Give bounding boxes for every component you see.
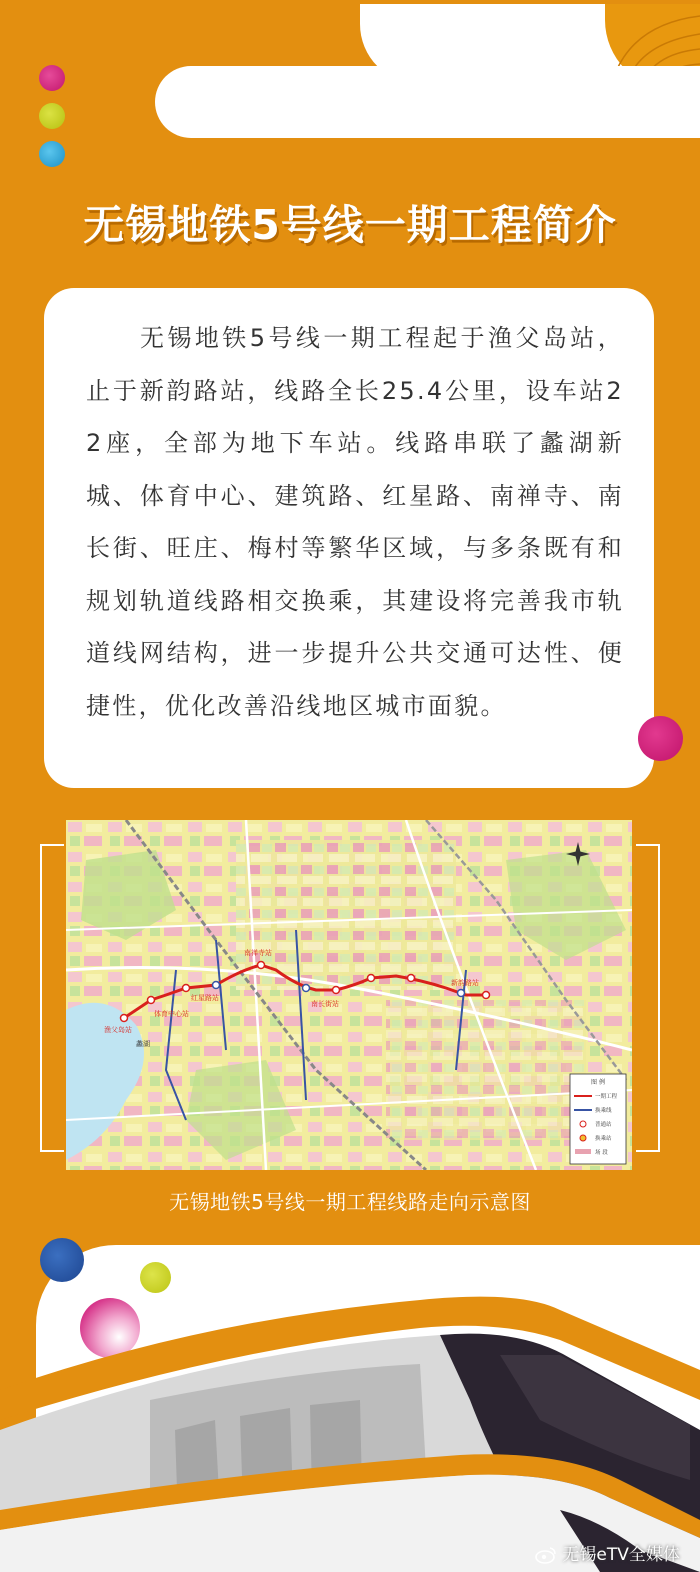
- map-station-label: 南长街站: [311, 1000, 339, 1008]
- decor-dot-blue: [40, 1238, 84, 1282]
- map-legend: [570, 1074, 626, 1164]
- weibo-icon: [535, 1546, 557, 1564]
- route-map: [66, 820, 632, 1170]
- svg-text:一期工程: 一期工程: [595, 1094, 618, 1100]
- svg-text:换乘站: 换乘站: [595, 1136, 612, 1142]
- map-bracket-right: [636, 844, 660, 1152]
- map-station-label: 渔父岛站: [104, 1026, 132, 1034]
- map-station-label: 新韵路站: [451, 979, 479, 987]
- map-station-label: 红星路站: [191, 994, 219, 1002]
- decor-dot-lime: [39, 103, 65, 129]
- map-bracket-left: [40, 844, 64, 1152]
- decor-dot-magenta-large: [638, 716, 683, 761]
- svg-text:换乘线: 换乘线: [595, 1108, 612, 1114]
- decor-dot-cyan: [39, 141, 65, 167]
- intro-paragraph: 无锡地铁5号线一期工程起于渔父岛站，止于新韵路站，线路全长25.4公里，设车站22座，全部为地下车站。线路串联了蠡湖新城、体育中心、建筑路、红星路、南禅寺、南长街、旺庄、梅村等繁华区域，与多条既有和规划轨道线路相交换乘，其建设将完善我市轨道线网结构，进一步提升公共交通可达性、便捷性，优化改善沿线地区城市面貌。: [86, 324, 624, 720]
- map-caption: 无锡地铁5号线一期工程线路走向示意图: [169, 1190, 531, 1214]
- decor-dot-magenta: [39, 65, 65, 91]
- route-map-graphic: [66, 820, 632, 1170]
- map-station-label: 南禅寺站: [244, 949, 272, 957]
- page-title: 无锡地铁5号线一期工程简介: [83, 201, 617, 249]
- svg-text:普通站: 普通站: [595, 1122, 612, 1128]
- watermark: [535, 1540, 680, 1565]
- metro-train-illustration: [0, 1280, 700, 1572]
- map-lake-label: 蠡湖: [136, 1040, 150, 1048]
- map-station-label: 体育中心站: [154, 1010, 189, 1018]
- svg-text:场 段: 场 段: [595, 1150, 608, 1156]
- svg-text:图 例: 图 例: [591, 1079, 605, 1086]
- top-decor-white-pill: [155, 66, 700, 138]
- watermark-text: 无锡eTV全媒体: [562, 1545, 680, 1565]
